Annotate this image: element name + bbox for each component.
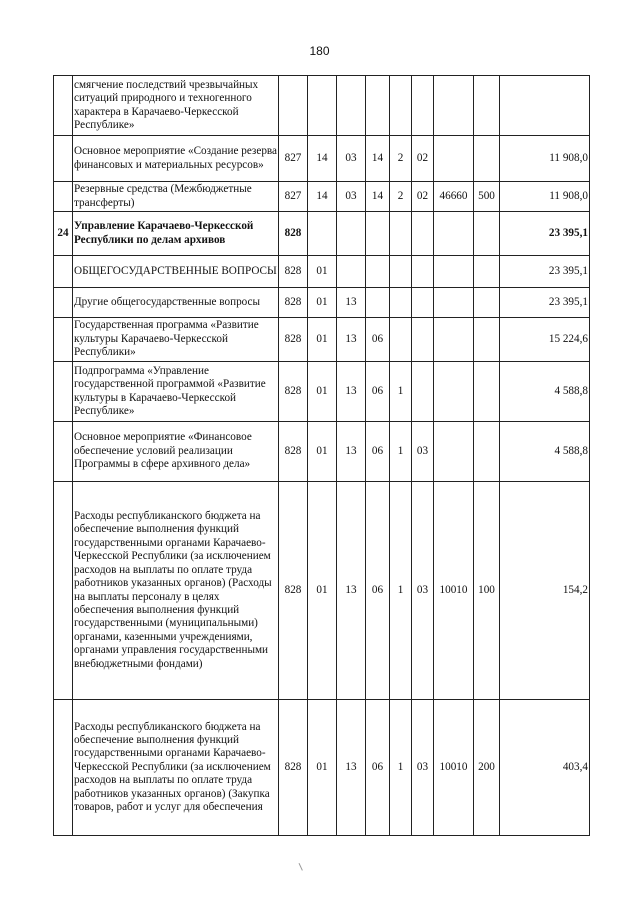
code-cs-program: [366, 256, 390, 288]
code-vr: 200: [474, 700, 500, 836]
code-vr: [474, 256, 500, 288]
code-ved: 827: [279, 182, 308, 212]
code-vr: [474, 318, 500, 362]
row-amount: 15 224,6: [500, 318, 590, 362]
code-ved: 828: [279, 288, 308, 318]
code-pr: 13: [337, 288, 366, 318]
code-cs-program: 06: [366, 422, 390, 482]
code-cs-subprogram: [390, 76, 412, 136]
code-ved: 828: [279, 256, 308, 288]
row-number: [54, 482, 73, 700]
row-name: Резервные средства (Межбюджетные трансферты): [73, 182, 279, 212]
code-cs-direction: [434, 212, 474, 256]
table-row: [54, 482, 590, 700]
code-cs-direction: [434, 76, 474, 136]
code-cs-subprogram: [390, 212, 412, 256]
code-pr: 13: [337, 700, 366, 836]
row-number: [54, 700, 73, 836]
code-cs-subprogram: [390, 288, 412, 318]
row-amount: 4 588,8: [500, 422, 590, 482]
code-cs-subprogram: 1: [390, 700, 412, 836]
row-number: [54, 136, 73, 182]
code-rz: 01: [308, 288, 337, 318]
row-name: Расходы республиканского бюджета на обеспечение выполнения функций государственными органами Карачаево-Черкесской Республики (за исключением расходов на выплаты по оплате труда работников указанных органов) (Закупка товаров, работ и услуг для обеспечения: [73, 700, 279, 836]
row-name: Основное мероприятие «Финансовое обеспечение условий реализации Программы в сфере архивного дела»: [73, 422, 279, 482]
code-pr: [337, 212, 366, 256]
table-row: [54, 212, 590, 256]
code-vr: [474, 76, 500, 136]
code-cs-direction: 46660: [434, 182, 474, 212]
code-cs-direction: 10010: [434, 482, 474, 700]
code-cs-direction: [434, 422, 474, 482]
code-pr: [337, 256, 366, 288]
table-row: [54, 136, 590, 182]
code-rz: 01: [308, 482, 337, 700]
table-row: [54, 288, 590, 318]
scan-artifact: [299, 861, 307, 870]
code-pr: 03: [337, 136, 366, 182]
code-vr: [474, 212, 500, 256]
code-rz: 01: [308, 700, 337, 836]
row-number: [54, 318, 73, 362]
table-row: [54, 422, 590, 482]
code-cs-event: 02: [412, 136, 434, 182]
code-cs-direction: [434, 256, 474, 288]
table-row: [54, 76, 590, 136]
code-cs-program: [366, 76, 390, 136]
code-cs-event: [412, 362, 434, 422]
code-rz: [308, 212, 337, 256]
code-vr: [474, 136, 500, 182]
code-cs-event: 02: [412, 182, 434, 212]
code-rz: 01: [308, 362, 337, 422]
row-amount: 23 395,1: [500, 256, 590, 288]
row-number: [54, 182, 73, 212]
code-ved: 827: [279, 136, 308, 182]
code-rz: 01: [308, 422, 337, 482]
code-cs-event: [412, 212, 434, 256]
code-cs-subprogram: 2: [390, 136, 412, 182]
code-pr: 13: [337, 362, 366, 422]
row-name: Другие общегосударственные вопросы: [73, 288, 279, 318]
row-name: Основное мероприятие «Создание резерва финансовых и материальных ресурсов»: [73, 136, 279, 182]
row-amount: 23 395,1: [500, 288, 590, 318]
row-amount: 11 908,0: [500, 182, 590, 212]
code-rz: 14: [308, 182, 337, 212]
code-pr: 13: [337, 422, 366, 482]
row-name: Государственная программа «Развитие культуры Карачаево-Черкесской Республики»: [73, 318, 279, 362]
row-amount: 11 908,0: [500, 136, 590, 182]
row-name: Управление Карачаево-Черкесской Республики по делам архивов: [73, 212, 279, 256]
code-rz: 14: [308, 136, 337, 182]
code-cs-subprogram: [390, 256, 412, 288]
table-row: [54, 362, 590, 422]
code-vr: [474, 422, 500, 482]
table-row: [54, 182, 590, 212]
row-number: 24: [54, 212, 73, 256]
code-vr: [474, 288, 500, 318]
code-cs-direction: 10010: [434, 700, 474, 836]
row-number: [54, 288, 73, 318]
row-number: [54, 256, 73, 288]
table-row: [54, 256, 590, 288]
code-rz: 01: [308, 256, 337, 288]
row-amount: 23 395,1: [500, 212, 590, 256]
code-ved: 828: [279, 318, 308, 362]
code-cs-event: [412, 256, 434, 288]
table-row: [54, 700, 590, 836]
code-cs-program: 14: [366, 182, 390, 212]
code-cs-event: 03: [412, 482, 434, 700]
code-cs-direction: [434, 136, 474, 182]
row-name: Расходы республиканского бюджета на обеспечение выполнения функций государственными органами Карачаево-Черкесской Республики (за исключением расходов на выплаты по оплате труда работников указанных органов) (Расходы на выплаты персоналу в целях обеспечения выполнения функций государственными (муниципальными) органами, казенными учреждениями, органами управления государственными внебюджетными фондами): [73, 482, 279, 700]
code-cs-subprogram: 1: [390, 362, 412, 422]
code-pr: 13: [337, 318, 366, 362]
row-amount: 4 588,8: [500, 362, 590, 422]
code-cs-subprogram: 2: [390, 182, 412, 212]
code-cs-subprogram: 1: [390, 422, 412, 482]
row-amount: 154,2: [500, 482, 590, 700]
row-number: [54, 422, 73, 482]
table-row: [54, 318, 590, 362]
code-cs-event: [412, 288, 434, 318]
code-ved: [279, 76, 308, 136]
code-pr: 03: [337, 182, 366, 212]
code-cs-program: 06: [366, 482, 390, 700]
row-number: [54, 76, 73, 136]
code-pr: 13: [337, 482, 366, 700]
code-cs-direction: [434, 362, 474, 422]
row-number: [54, 362, 73, 422]
code-cs-direction: [434, 318, 474, 362]
row-amount: [500, 76, 590, 136]
code-cs-program: 14: [366, 136, 390, 182]
code-ved: 828: [279, 482, 308, 700]
code-ved: 828: [279, 362, 308, 422]
code-cs-event: [412, 76, 434, 136]
code-pr: [337, 76, 366, 136]
code-cs-event: 03: [412, 700, 434, 836]
code-vr: 100: [474, 482, 500, 700]
code-rz: 01: [308, 318, 337, 362]
code-vr: [474, 362, 500, 422]
code-cs-program: 06: [366, 318, 390, 362]
code-cs-event: [412, 318, 434, 362]
code-cs-program: [366, 212, 390, 256]
page-number: 180: [309, 44, 330, 58]
code-cs-direction: [434, 288, 474, 318]
code-cs-subprogram: [390, 318, 412, 362]
budget-table: [53, 75, 590, 836]
row-name: Подпрограмма «Управление государственной программой «Развитие культуры в Карачаево-Черкесской Республике»: [73, 362, 279, 422]
code-vr: 500: [474, 182, 500, 212]
code-cs-program: 06: [366, 700, 390, 836]
code-ved: 828: [279, 700, 308, 836]
row-name: смягчение последствий чрезвычайных ситуаций природного и техногенного характера в Карачаево-Черкесской Республике»: [73, 76, 279, 136]
code-cs-subprogram: 1: [390, 482, 412, 700]
code-cs-program: 06: [366, 362, 390, 422]
row-name: ОБЩЕГОСУДАРСТВЕННЫЕ ВОПРОСЫ: [73, 256, 279, 288]
code-rz: [308, 76, 337, 136]
code-ved: 828: [279, 212, 308, 256]
row-amount: 403,4: [500, 700, 590, 836]
code-ved: 828: [279, 422, 308, 482]
code-cs-event: 03: [412, 422, 434, 482]
code-cs-program: [366, 288, 390, 318]
